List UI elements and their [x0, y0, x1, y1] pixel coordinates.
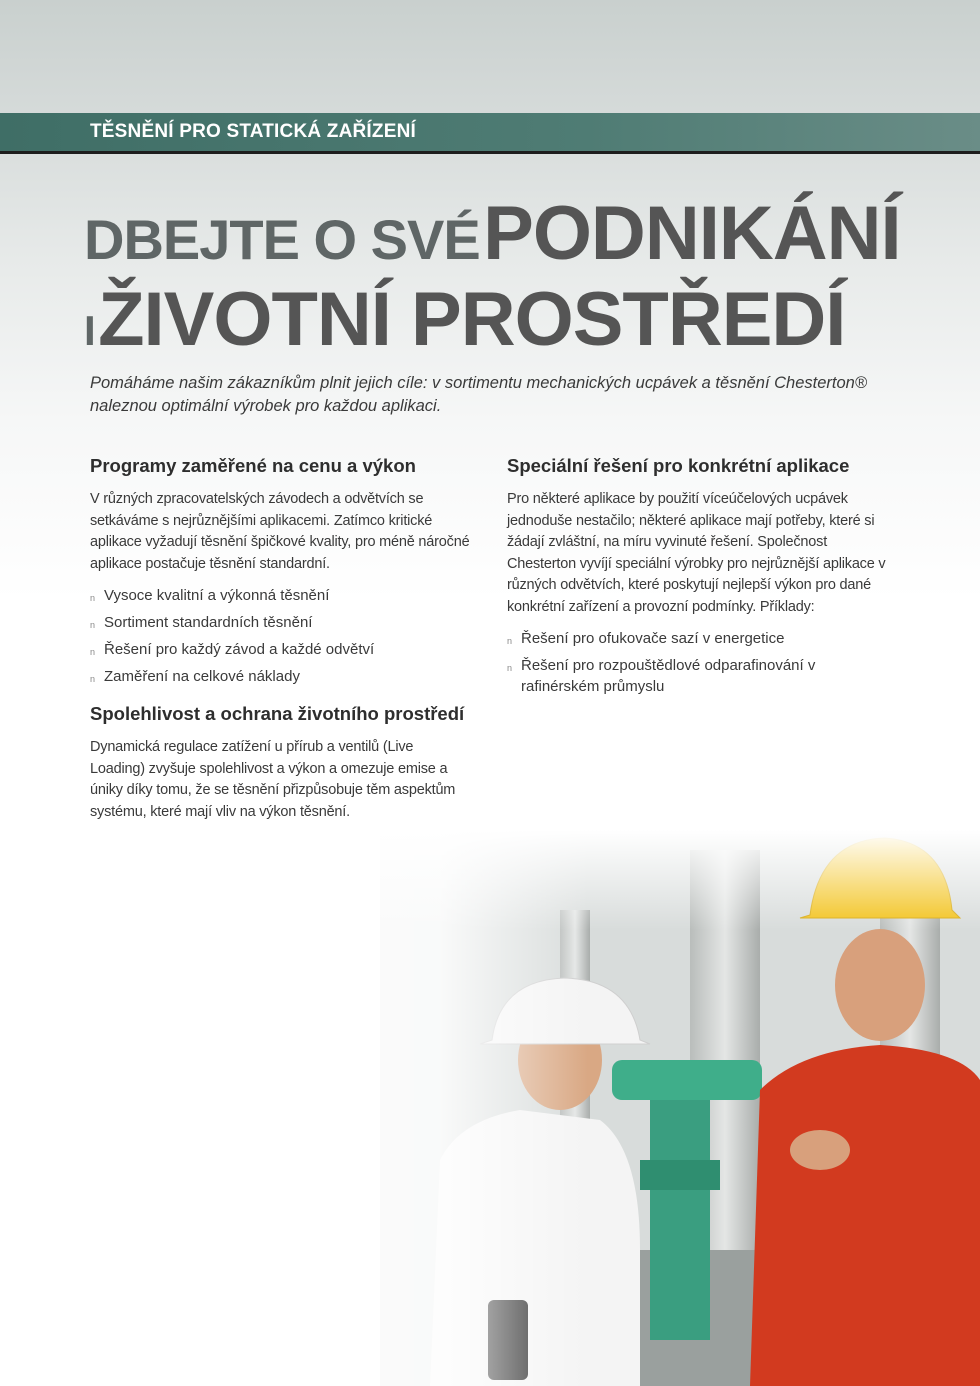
headline-line2-large: ŽIVOTNÍ PROSTŘEDÍ — [98, 277, 846, 362]
paragraph-price-performance: V různých zpracovatelských závodech a odvětvích se setkáváme s nejrůznějšími aplikacemi. Zatímco kritické aplikace vyžadují těsnění špičkové kvality, pro méně náročné aplikace postačuje těsnění standardní. — [90, 491, 470, 572]
heading-special-solutions: Speciální řešení pro konkrétní aplikace — [507, 455, 850, 476]
list-item-text: Řešení pro rozpouštědlové odparafinování v rafinérském průmyslu — [521, 657, 816, 695]
section-header-bar — [0, 113, 980, 154]
section-title: TĚSNĚNÍ PRO STATICKÁ ZAŘÍZENÍ — [90, 121, 416, 142]
intro-paragraph: Pomáháme našim zákazníkům plnit jejich cíle: v sortimentu mechanických ucpávek a těsnění Chesterton® naleznou optimální výrobek pro každou aplikaci. — [90, 374, 868, 415]
workers-photo — [0, 830, 980, 1386]
bullet-icon: n — [90, 620, 96, 630]
bullet-icon: n — [90, 674, 96, 684]
headline-line2-small: I — [84, 307, 95, 354]
headline-line1-small: DBEJTE O SVÉ — [84, 208, 480, 271]
bullet-list-right — [507, 628, 887, 697]
paragraph-reliability: Dynamická regulace zatížení u přírub a ventilů (Live Loading) zvyšuje spolehlivost a výkon a omezuje emise a úniky díky tomu, že se těsnění přizpůsobuje těm aspektům systému, které mají vliv na výkon těsnění. — [90, 739, 456, 820]
paragraph-special-solutions: Pro některé aplikace by použití víceúčelových ucpávek jednoduše nestačilo; některé aplikace mají potřeby, které si žádají zvláštní, na míru vyvinuté řešení. Společnost Chesterton vyvíjí speciální výrobky pro nejrůznější aplikace v různých odvětvích, které poskytují nejlepší výkon pro dané konkrétní zařízení a provozní podmínky. Příklady: — [507, 491, 886, 615]
list-item-text: Řešení pro ofukovače sazí v energetice — [521, 630, 785, 647]
list-item — [90, 666, 470, 687]
heading-reliability: Spolehlivost a ochrana životního prostředí — [90, 703, 465, 724]
headline-line1-large: PODNIKÁNÍ — [483, 191, 901, 276]
list-item-text: Vysoce kvalitní a výkonná těsnění — [104, 587, 330, 604]
photo-fade-top — [0, 830, 980, 1386]
list-item — [507, 655, 887, 697]
right-column — [507, 455, 887, 703]
bullet-icon: n — [90, 593, 96, 603]
bullet-icon: n — [507, 663, 513, 673]
list-item — [90, 639, 470, 660]
list-item-text: Sortiment standardních těsnění — [104, 614, 313, 631]
bullet-icon: n — [507, 636, 513, 646]
list-item — [90, 585, 470, 606]
list-item — [507, 628, 887, 649]
headline — [84, 190, 964, 363]
heading-price-performance: Programy zaměřené na cenu a výkon — [90, 455, 416, 476]
list-item — [90, 612, 470, 633]
list-item-text: Řešení pro každý závod a každé odvětví — [104, 641, 375, 658]
bullet-icon: n — [90, 647, 96, 657]
left-column — [90, 455, 470, 823]
list-item-text: Zaměření na celkové náklady — [104, 668, 300, 685]
bullet-list-left — [90, 585, 470, 687]
